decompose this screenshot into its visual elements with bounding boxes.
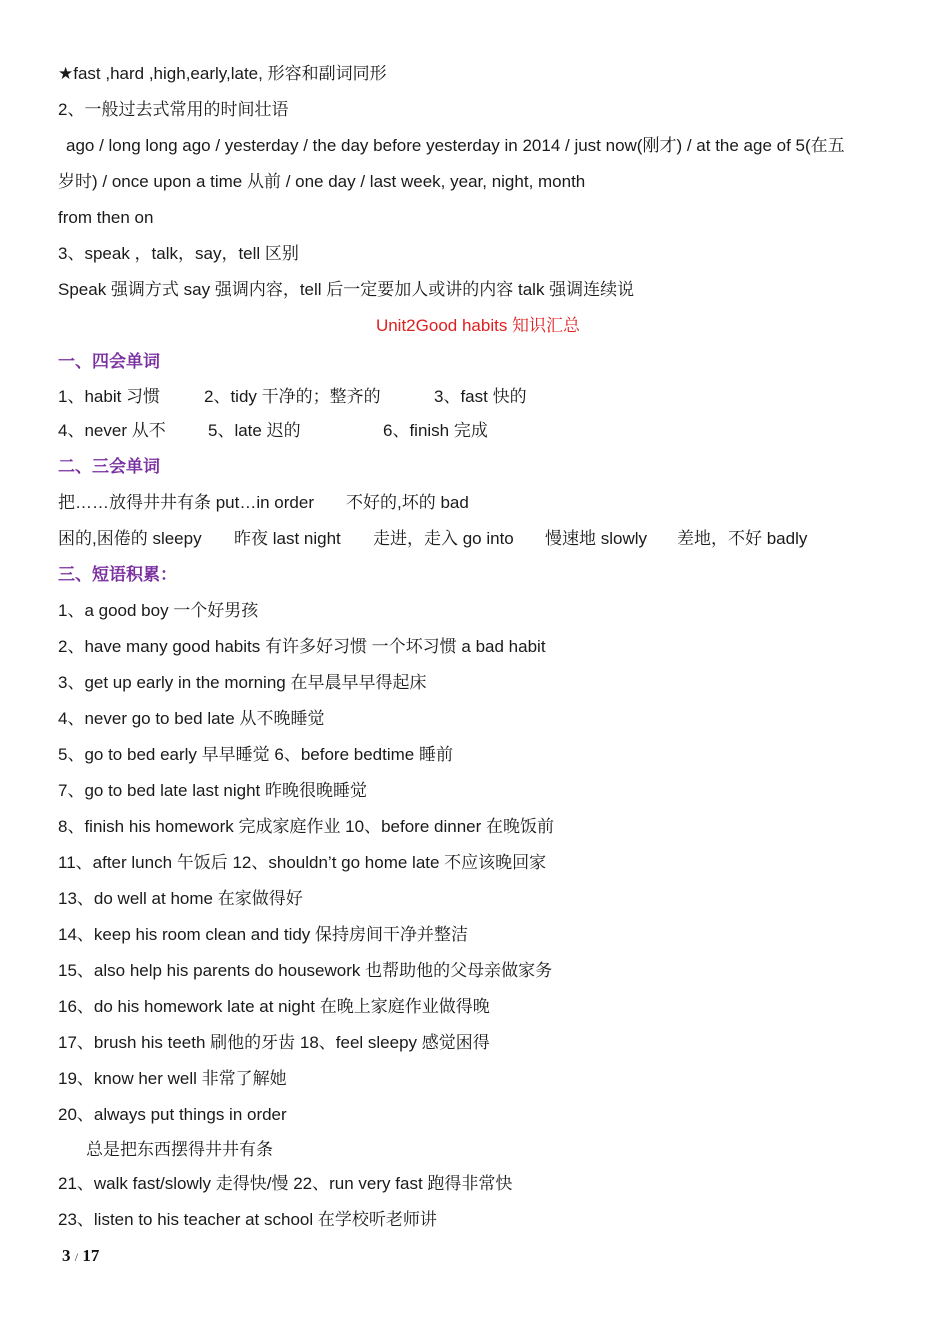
phrase-item: 3、get up early in the morning 在早晨早早得起床 (58, 673, 427, 692)
page-number (62, 1246, 99, 1266)
phrase-item: 14、keep his room clean and tidy 保持房间干净并整洁 (58, 925, 469, 944)
vocab-item: 走进，走入 go into (373, 529, 514, 548)
page-separator: / (74, 1250, 79, 1264)
phrase-item-continuation: 总是把东西摆得井井有条 (86, 1140, 273, 1159)
vocab-item: 3、fast 快的 (434, 387, 527, 406)
phrase-item: 15、also help his parents do housework 也帮助他的父母亲做家务 (58, 961, 553, 980)
phrase-item: 7、go to bed late last night 昨晚很晚睡觉 (58, 781, 367, 800)
vocab-item: 1、habit 习惯 (58, 387, 161, 406)
phrase-item: 4、never go to bed late 从不晚睡觉 (58, 709, 325, 728)
phrase-item: 5、go to bed early 早早睡觉 6、before bedtime 睡前 (58, 745, 453, 764)
phrase-item: 11、after lunch 午饭后 12、shouldn’t go home late 不应该晚回家 (58, 853, 547, 872)
vocab-item: 5、late 迟的 (208, 421, 301, 440)
vocab-item: 不好的,坏的 bad (346, 493, 469, 512)
vocab-item: 困的,困倦的 sleepy (58, 529, 202, 548)
page-content (58, 56, 898, 1238)
intro-line-3a: ago / long long ago / yesterday / the day before yesterday in 2014 / just now(刚才) / at the age of 5(在五 (66, 136, 845, 155)
intro-line-1: ★fast ,hard ,high,early,late, 形容和副词同形 (58, 64, 387, 83)
phrase-item: 23、listen to his teacher at school 在学校听老师讲 (58, 1210, 437, 1229)
vocab-item: 2、tidy 干净的；整齐的 (204, 387, 381, 406)
unit-title: Unit2Good habits 知识汇总 (375, 316, 581, 335)
section1-heading: 一、四会单词 (58, 352, 160, 371)
phrase-item: 2、have many good habits 有许多好习惯 一个坏习惯 a bad habit (58, 637, 546, 656)
intro-line-2: 2、一般过去式常用的时间壮语 (58, 100, 289, 119)
intro-line-5: 3、speak ，talk，say，tell 区别 (58, 244, 299, 263)
phrase-item: 16、do his homework late at night 在晚上家庭作业做得晚 (58, 997, 490, 1016)
phrase-item: 13、do well at home 在家做得好 (58, 889, 303, 908)
section2-row-2 (58, 521, 898, 557)
vocab-item: 差地，不好 badly (677, 529, 808, 548)
vocab-item: 6、finish 完成 (383, 421, 488, 440)
intro-line-4: from then on (58, 208, 154, 227)
section3-heading: 三、短语积累： (58, 565, 177, 584)
intro-line-6: Speak 强调方式 say 强调内容，tell 后一定要加人或讲的内容 talk 强调连续说 (58, 280, 635, 299)
vocab-item: 把……放得井井有条 put…in order (58, 493, 314, 512)
vocab-item: 昨夜 last night (234, 529, 341, 548)
phrase-item: 21、walk fast/slowly 走得快/慢 22、run very fast 跑得非常快 (58, 1174, 513, 1193)
vocab-item: 4、never 从不 (58, 421, 166, 440)
phrase-item: 8、finish his homework 完成家庭作业 10、before dinner 在晚饭前 (58, 817, 554, 836)
section2-row-1 (58, 485, 898, 521)
total-pages: 17 (82, 1246, 100, 1265)
current-page: 3 (62, 1246, 71, 1265)
phrase-item: 20、always put things in order (58, 1105, 287, 1124)
phrase-item: 17、brush his teeth 刷他的牙齿 18、feel sleepy 感觉困得 (58, 1033, 490, 1052)
section2-heading: 二、三会单词 (58, 457, 160, 476)
phrase-item: 1、a good boy 一个好男孩 (58, 601, 259, 620)
section1-row-1 (58, 380, 898, 413)
intro-line-3b: 岁时) / once upon a time 从前 / one day / last week, year, night, month (58, 172, 586, 191)
phrase-item: 19、know her well 非常了解她 (58, 1069, 287, 1088)
vocab-item: 慢速地 slowly (545, 529, 648, 548)
section1-row-2 (58, 413, 898, 449)
